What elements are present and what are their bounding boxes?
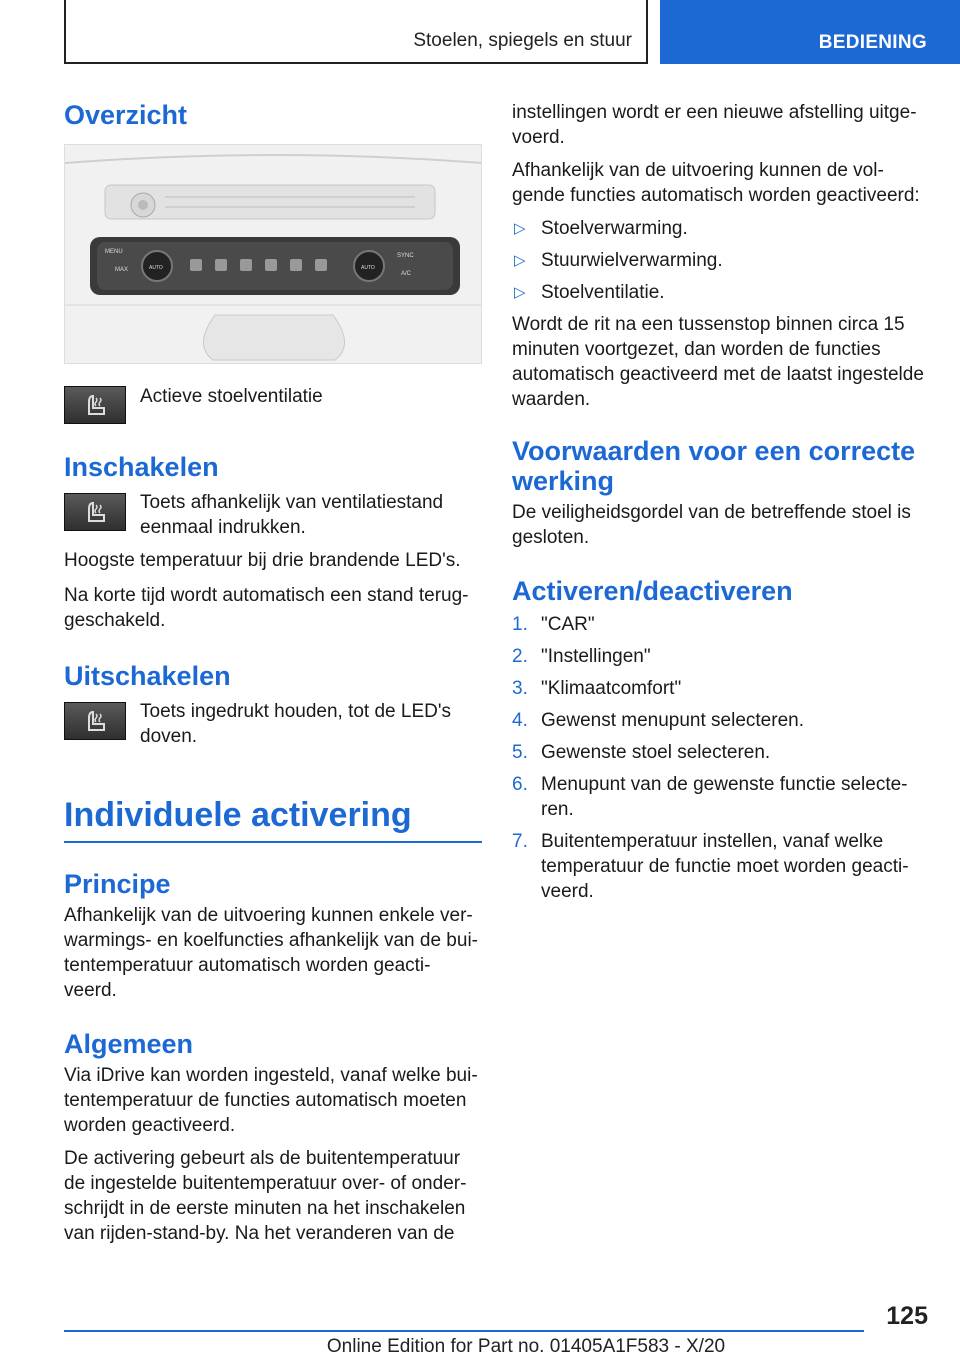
triangle-bullet-icon: ▷	[514, 252, 526, 269]
step-item: 7. Buitentemperatuur instellen, vanaf welke temperatuur de functie moet worden geacti-veerd.	[512, 831, 909, 902]
algemeen-para2: De activering gebeurt als de buitentemperatuur de ingestelde buitentemperatuur over- of onder-schrijdt in de eerste minuten na het inschakelen van rijden-stand-by. Na het veranderen van de	[64, 1148, 467, 1244]
seat-ventilation-off-icon	[64, 702, 126, 740]
uitschakelen-row	[64, 699, 482, 749]
footer	[0, 1336, 960, 1358]
caption-row	[64, 386, 482, 424]
inschakelen-para2: Na korte tijd wordt automatisch een stand terug-geschakeld.	[64, 585, 469, 631]
triangle-bullet-icon: ▷	[514, 284, 526, 301]
continued-text: instellingen wordt er een nieuwe afstelling uitge-voerd.	[512, 102, 917, 148]
panel-label-auto-left: AUTO	[149, 265, 163, 271]
header-section-box	[64, 0, 648, 64]
header-chapter-tab[interactable]	[660, 0, 960, 64]
rit-text: Wordt de rit na een tussenstop binnen circa 15 minuten voortgezet, dan worden de functies automatisch geactiveerd met de laatst ingestelde waarden.	[512, 314, 924, 410]
step-item: 4. Gewenst menupunt selecteren.	[512, 710, 804, 731]
triangle-bullet-icon: ▷	[514, 220, 526, 237]
photo-caption: Actieve stoelventilatie	[140, 386, 323, 407]
activeren-heading: Activeren/deactiveren	[512, 576, 793, 606]
list-item: ▷ Stoelverwarming.	[514, 218, 688, 239]
voorwaarden-text: De veiligheidsgordel van de betreffende stoel is gesloten.	[512, 502, 911, 548]
chapter-title[interactable]: BEDIENING	[818, 32, 927, 53]
inschakelen-row	[64, 490, 482, 540]
uitschakelen-heading: Uitschakelen	[64, 661, 231, 691]
left-column	[64, 100, 482, 1246]
inschakelen-heading: Inschakelen	[64, 452, 219, 482]
uitschakelen-instruction: Toets ingedrukt houden, tot de LED's doven.	[140, 701, 451, 747]
principe-heading: Principe	[64, 869, 171, 899]
voorwaarden-heading: Voorwaarden voor een correcte werking	[512, 436, 916, 496]
list-item: ▷ Stuurwielverwarming.	[514, 250, 723, 271]
panel-label-sync: SYNC	[397, 253, 414, 259]
inschakelen-instruction: Toets afhankelijk van ventilatiestand eenmaal indrukken.	[140, 492, 444, 538]
individueel-heading-rule	[64, 795, 482, 843]
functions-list	[512, 216, 930, 305]
individueel-heading: Individuele activering	[64, 796, 412, 834]
right-column	[512, 100, 930, 911]
panel-label-menu: MENU	[105, 249, 123, 255]
activeren-steps	[512, 612, 930, 904]
page-number: 125	[886, 1302, 928, 1330]
section-title: Stoelen, spiegels en stuur	[413, 30, 632, 51]
climate-panel-photo	[64, 144, 482, 364]
algemeen-heading: Algemeen	[64, 1029, 194, 1059]
seat-ventilation-icon	[64, 386, 126, 424]
overview-heading: Overzicht	[64, 100, 188, 130]
step-item: 6. Menupunt van de gewenste functie selecte-ren.	[512, 774, 908, 820]
principe-text: Afhankelijk van de uitvoering kunnen enkele ver-warmings- en koelfuncties afhankelijk van de bui-tentemperatuur automatisch worden geacti-veerd.	[64, 905, 478, 1001]
list-item: ▷ Stoelventilatie.	[514, 282, 665, 303]
algemeen-para1: Via iDrive kan worden ingesteld, vanaf welke bui-tentemperatuur de functies automatisch moeten worden geactiveerd.	[64, 1065, 478, 1136]
seat-ventilation-button-icon	[64, 493, 126, 531]
step-item: 2. "Instellingen"	[512, 646, 651, 667]
panel-label-auto-right: AUTO	[361, 265, 375, 271]
functions-intro: Afhankelijk van de uitvoering kunnen de vol-gende functies automatisch worden geactiveerd:	[512, 160, 920, 206]
panel-label-max: MAX	[115, 267, 129, 273]
climate-panel-illustration	[65, 145, 482, 364]
panel-label-ac: A/C	[401, 271, 412, 277]
edition-text: Online Edition for Part no. 01405A1F583 - X/20	[326, 1336, 726, 1357]
step-item: 5. Gewenste stoel selecteren.	[512, 742, 771, 763]
footer-rule	[64, 1330, 864, 1332]
inschakelen-para1: Hoogste temperatuur bij drie brandende LED's.	[64, 550, 461, 571]
step-item: 3. "Klimaatcomfort"	[512, 678, 682, 699]
step-item: 1. "CAR"	[512, 614, 595, 635]
